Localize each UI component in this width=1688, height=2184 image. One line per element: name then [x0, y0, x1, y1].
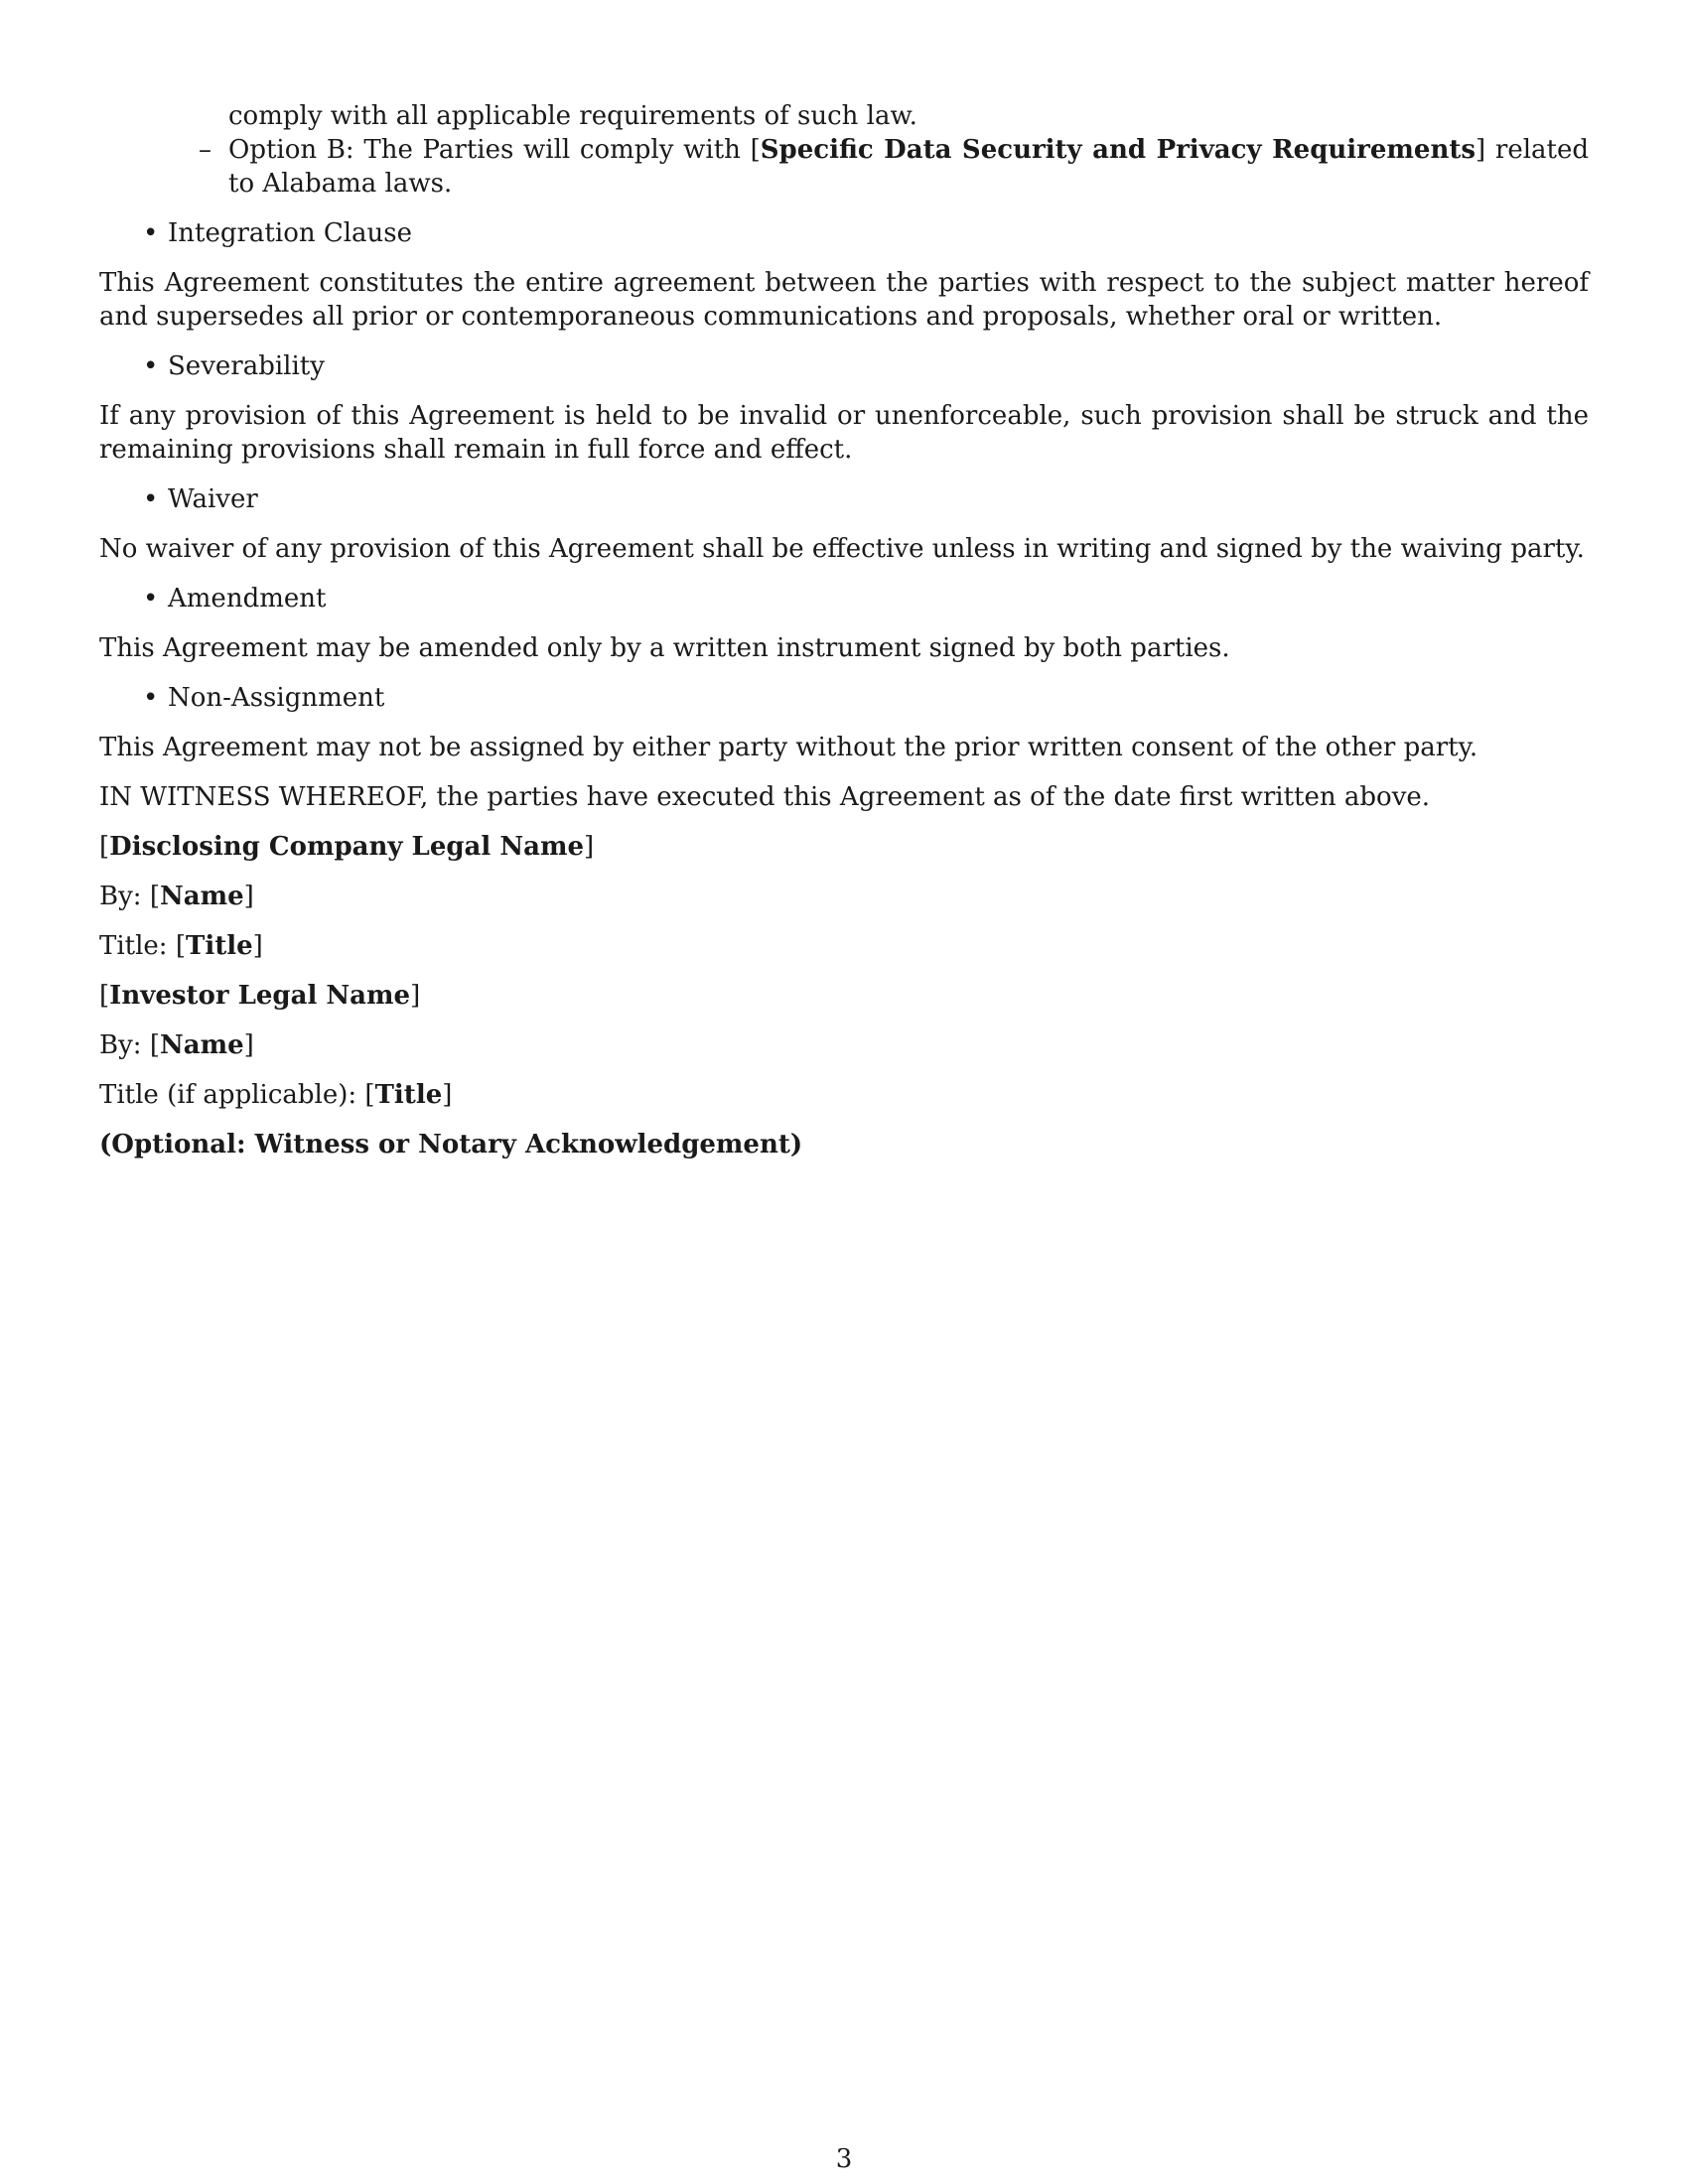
bullet-marker: • — [143, 584, 159, 614]
title-label: Title: — [99, 931, 176, 961]
title-label: Title (if applicable): — [99, 1080, 365, 1110]
option-b-prefix: Option B: The Parties will comply with — [228, 135, 751, 165]
optional-witness-note: (Optional: Witness or Notary Acknowledgement) — [99, 1130, 803, 1160]
option-b-suffix: related to Alabama laws. — [228, 135, 1589, 199]
clause-text-amendment: This Agreement may be amended only by a written instrument signed by both parties. — [99, 633, 1230, 663]
clause-heading-non-assignment — [143, 681, 1589, 715]
clause-heading-label: Severability — [168, 351, 325, 381]
clause-text-severability: If any provision of this Agreement is held to be invalid or unenforceable, such provision shall be struck and the remaining provisions shall remain in full force and effect. — [99, 401, 1589, 465]
investor-signer-placeholder: Name — [159, 1030, 244, 1060]
bullet-marker: • — [143, 218, 159, 248]
clause-heading-label: Non-Assignment — [168, 683, 385, 713]
clause-heading-label: Amendment — [168, 584, 327, 614]
clause-heading-integration — [143, 216, 1589, 250]
clause-heading-amendment — [143, 582, 1589, 615]
clause-heading-label: Waiver — [168, 484, 258, 514]
bullet-marker: • — [143, 484, 159, 514]
option-b-item — [199, 133, 1589, 201]
disclosing-title-line: Title: [Title] — [99, 931, 263, 961]
disclosing-company-name: [Disclosing Company Legal Name] — [99, 832, 595, 862]
disclosing-by-line: By: [Name] — [99, 882, 254, 911]
clause-heading-waiver — [143, 482, 1589, 516]
clause-heading-severability — [143, 349, 1589, 383]
disclosing-company-placeholder: Disclosing Company Legal Name — [109, 832, 584, 862]
clause-text-non-assignment: This Agreement may not be assigned by either party without the prior written consent of the other party. — [99, 733, 1478, 762]
witness-statement: IN WITNESS WHEREOF, the parties have executed this Agreement as of the date first written above. — [99, 782, 1431, 812]
option-b-placeholder: Specific Data Security and Privacy Requirements — [760, 135, 1477, 165]
disclosing-title-placeholder: Title — [186, 931, 253, 961]
clause-text-waiver: No waiver of any provision of this Agreement shall be effective unless in writing and signed by the waiving party. — [99, 534, 1585, 564]
clause-heading-label: Integration Clause — [168, 218, 413, 248]
by-label: By: — [99, 882, 150, 911]
investor-name-placeholder: Investor Legal Name — [109, 981, 411, 1011]
bullet-marker: • — [143, 351, 159, 381]
investor-by-line: By: [Name] — [99, 1030, 254, 1060]
option-a-continuation: comply with all applicable requirements of such law. — [228, 101, 917, 131]
clause-text-integration: This Agreement constitutes the entire agreement between the parties with respect to the subject matter hereof and supersedes all prior or contemporaneous communications and proposals, whether oral or written. — [99, 268, 1589, 332]
by-label: By: — [99, 1030, 150, 1060]
disclosing-name-placeholder: Name — [159, 882, 244, 911]
bullet-marker: • — [143, 683, 159, 713]
bracket-close: ] — [1476, 135, 1486, 165]
dash-marker: – — [199, 135, 211, 165]
document-page — [99, 99, 1589, 1161]
investor-title-line: Title (if applicable): [Title] — [99, 1080, 453, 1110]
investor-name: [Investor Legal Name] — [99, 981, 421, 1011]
bracket-open: [ — [750, 135, 761, 165]
investor-title-placeholder: Title — [374, 1080, 443, 1110]
page-number: 3 — [835, 2144, 853, 2174]
